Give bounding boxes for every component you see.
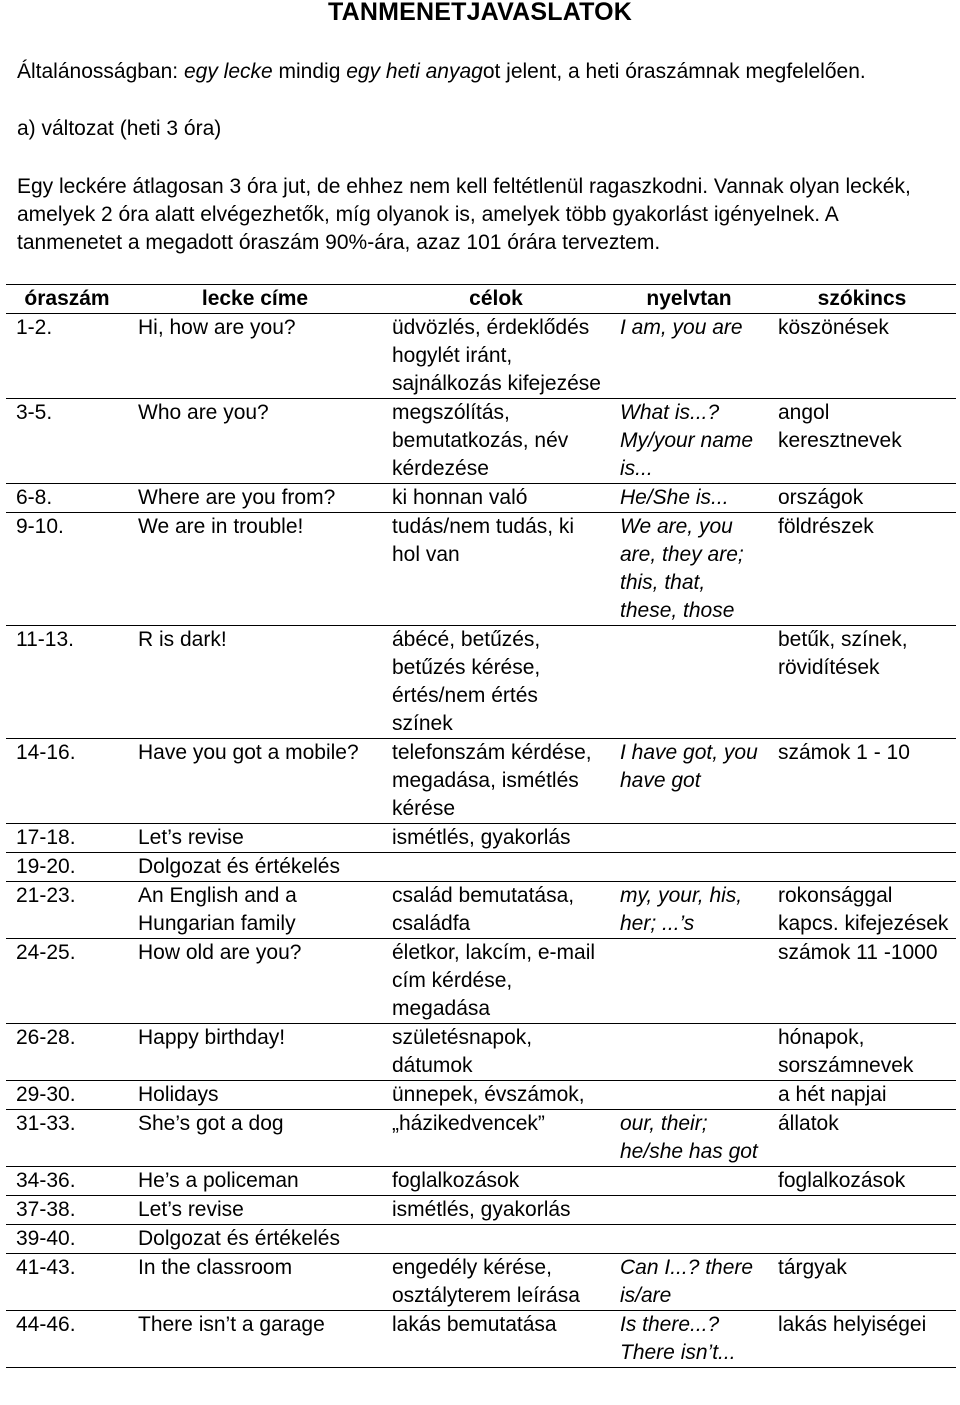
lesson-title-cell: In the classroom	[128, 1254, 382, 1311]
vocabulary-cell	[768, 1225, 956, 1254]
lesson-title-cell: An English and a Hungarian family	[128, 882, 382, 939]
hours-cell: 19-20.	[6, 853, 128, 882]
intro-emphasis-lesson: egy lecke	[183, 60, 273, 83]
lesson-title-cell: We are in trouble!	[128, 513, 382, 626]
intro-paragraph	[17, 58, 947, 86]
goals-cell: ismétlés, gyakorlás	[382, 1196, 610, 1225]
vocabulary-cell: állatok	[768, 1110, 956, 1167]
grammar-cell	[610, 939, 768, 1024]
vocabulary-cell: betűk, színek, rövidítések	[768, 626, 956, 739]
grammar-cell: What is...? My/your name is...	[610, 399, 768, 484]
vocabulary-cell: számok 1 - 10	[768, 739, 956, 824]
lesson-title-cell: Holidays	[128, 1081, 382, 1110]
lesson-title-cell: Let’s revise	[128, 824, 382, 853]
hours-cell: 17-18.	[6, 824, 128, 853]
hours-cell: 21-23.	[6, 882, 128, 939]
hours-cell: 3-5.	[6, 399, 128, 484]
goals-cell	[382, 853, 610, 882]
vocabulary-cell: köszönések	[768, 314, 956, 399]
grammar-cell: my, your, his, her; ...’s	[610, 882, 768, 939]
table-row	[6, 739, 956, 824]
header-lesson-title: lecke címe	[128, 285, 382, 314]
header-vocabulary: szókincs	[768, 285, 956, 314]
goals-cell: engedély kérése, osztályterem leírása	[382, 1254, 610, 1311]
grammar-cell: Can I...? there is/are	[610, 1254, 768, 1311]
vocabulary-cell: tárgyak	[768, 1254, 956, 1311]
goals-cell: telefonszám kérdése, megadása, ismétlés kérése	[382, 739, 610, 824]
hours-cell: 29-30.	[6, 1081, 128, 1110]
goals-cell: születésnapok, dátumok	[382, 1024, 610, 1081]
vocabulary-cell: lakás helyiségei	[768, 1311, 956, 1368]
table-row	[6, 314, 956, 399]
vocabulary-cell	[768, 824, 956, 853]
goals-cell: ábécé, betűzés, betűzés kérése, értés/nem értés színek	[382, 626, 610, 739]
goals-cell: „házikedvencek”	[382, 1110, 610, 1167]
table-row	[6, 1167, 956, 1196]
lesson-title-cell: Where are you from?	[128, 484, 382, 513]
grammar-cell: He/She is...	[610, 484, 768, 513]
hours-cell: 39-40.	[6, 1225, 128, 1254]
goals-cell: üdvözlés, érdeklődés hogylét iránt, sajnálkozás kifejezése	[382, 314, 610, 399]
vocabulary-cell: angol keresztnevek	[768, 399, 956, 484]
hours-cell: 26-28.	[6, 1024, 128, 1081]
hours-cell: 14-16.	[6, 739, 128, 824]
grammar-cell: I have got, you have got	[610, 739, 768, 824]
vocabulary-cell: földrészek	[768, 513, 956, 626]
intro-prefix: Általánosságban:	[17, 60, 184, 83]
grammar-cell	[610, 1167, 768, 1196]
lesson-title-cell: Let’s revise	[128, 1196, 382, 1225]
vocabulary-cell: foglalkozások	[768, 1167, 956, 1196]
table-row	[6, 1081, 956, 1110]
grammar-cell	[610, 1196, 768, 1225]
lesson-title-cell: Hi, how are you?	[128, 314, 382, 399]
table-body	[6, 314, 956, 1368]
goals-cell: család bemutatása, családfa	[382, 882, 610, 939]
lesson-title-cell: Dolgozat és értékelés	[128, 1225, 382, 1254]
header-goals: célok	[382, 285, 610, 314]
hours-cell: 34-36.	[6, 1167, 128, 1196]
goals-cell: tudás/nem tudás, ki hol van	[382, 513, 610, 626]
grammar-cell	[610, 626, 768, 739]
table-row	[6, 1110, 956, 1167]
goals-cell	[382, 1225, 610, 1254]
variant-heading: a) változat (heti 3 óra)	[17, 117, 222, 140]
grammar-cell	[610, 1024, 768, 1081]
goals-cell: foglalkozások	[382, 1167, 610, 1196]
hours-cell: 24-25.	[6, 939, 128, 1024]
page-title: TANMENETJAVASLATOK	[327, 0, 633, 26]
hours-cell: 31-33.	[6, 1110, 128, 1167]
table-row	[6, 939, 956, 1024]
table-row	[6, 1311, 956, 1368]
goals-cell: ünnepek, évszámok,	[382, 1081, 610, 1110]
vocabulary-cell: számok 11 -1000	[768, 939, 956, 1024]
grammar-cell: our, their; he/she has got	[610, 1110, 768, 1167]
goals-cell: életkor, lakcím, e-mail cím kérdése, megadása	[382, 939, 610, 1024]
goals-cell: ismétlés, gyakorlás	[382, 824, 610, 853]
lesson-title-cell: Who are you?	[128, 399, 382, 484]
table-row	[6, 1196, 956, 1225]
vocabulary-cell	[768, 1196, 956, 1225]
lesson-title-cell: Have you got a mobile?	[128, 739, 382, 824]
lesson-title-cell: She’s got a dog	[128, 1110, 382, 1167]
goals-cell: ki honnan való	[382, 484, 610, 513]
table-row	[6, 824, 956, 853]
table-row	[6, 399, 956, 484]
intro-mid: mindig	[272, 60, 347, 83]
table-row	[6, 1225, 956, 1254]
vocabulary-cell	[768, 853, 956, 882]
lesson-title-cell: R is dark!	[128, 626, 382, 739]
grammar-cell: Is there...? There isn’t...	[610, 1311, 768, 1368]
table-row	[6, 853, 956, 882]
table-row	[6, 1024, 956, 1081]
lesson-title-cell: He’s a policeman	[128, 1167, 382, 1196]
vocabulary-cell: országok	[768, 484, 956, 513]
intro-suffix: ot jelent, a heti óraszámnak megfelelően.	[482, 60, 866, 83]
grammar-cell	[610, 1225, 768, 1254]
goals-cell: lakás bemutatása	[382, 1311, 610, 1368]
hours-cell: 9-10.	[6, 513, 128, 626]
table-row	[6, 626, 956, 739]
table-row	[6, 513, 956, 626]
grammar-cell: I am, you are	[610, 314, 768, 399]
goals-cell: megszólítás, bemutatkozás, név kérdezése	[382, 399, 610, 484]
hours-cell: 6-8.	[6, 484, 128, 513]
vocabulary-cell: hónapok, sorszámnevek	[768, 1024, 956, 1081]
lesson-title-cell: How old are you?	[128, 939, 382, 1024]
header-grammar: nyelvtan	[610, 285, 768, 314]
lesson-title-cell: Dolgozat és értékelés	[128, 853, 382, 882]
grammar-cell	[610, 853, 768, 882]
hours-cell: 1-2.	[6, 314, 128, 399]
grammar-cell	[610, 1081, 768, 1110]
grammar-cell: We are, you are, they are; this, that, these, those	[610, 513, 768, 626]
lesson-plan-table	[6, 284, 956, 1368]
table-row	[6, 882, 956, 939]
grammar-cell	[610, 824, 768, 853]
hours-cell: 37-38.	[6, 1196, 128, 1225]
vocabulary-cell: rokonsággal kapcs. kifejezések	[768, 882, 956, 939]
description-paragraph: Egy leckére átlagosan 3 óra jut, de ehhez nem kell feltétlenül ragaszkodni. Vannak olyan leckék, amelyek 2 óra alatt elvégezhetők, míg olyanok is, amelyek több gyakorlást igényelnek. A tanmenetet a megadott óraszám 90%-ára, azaz 101 órára terveztem.	[17, 175, 911, 254]
hours-cell: 11-13.	[6, 626, 128, 739]
table-row	[6, 484, 956, 513]
lesson-title-cell: Happy birthday!	[128, 1024, 382, 1081]
hours-cell: 44-46.	[6, 1311, 128, 1368]
vocabulary-cell: a hét napjai	[768, 1081, 956, 1110]
lesson-title-cell: There isn’t a garage	[128, 1311, 382, 1368]
intro-emphasis-weekly: egy heti anyag	[346, 60, 483, 83]
table-header-row	[6, 285, 956, 314]
table-row	[6, 1254, 956, 1311]
header-hours: óraszám	[6, 285, 128, 314]
hours-cell: 41-43.	[6, 1254, 128, 1311]
